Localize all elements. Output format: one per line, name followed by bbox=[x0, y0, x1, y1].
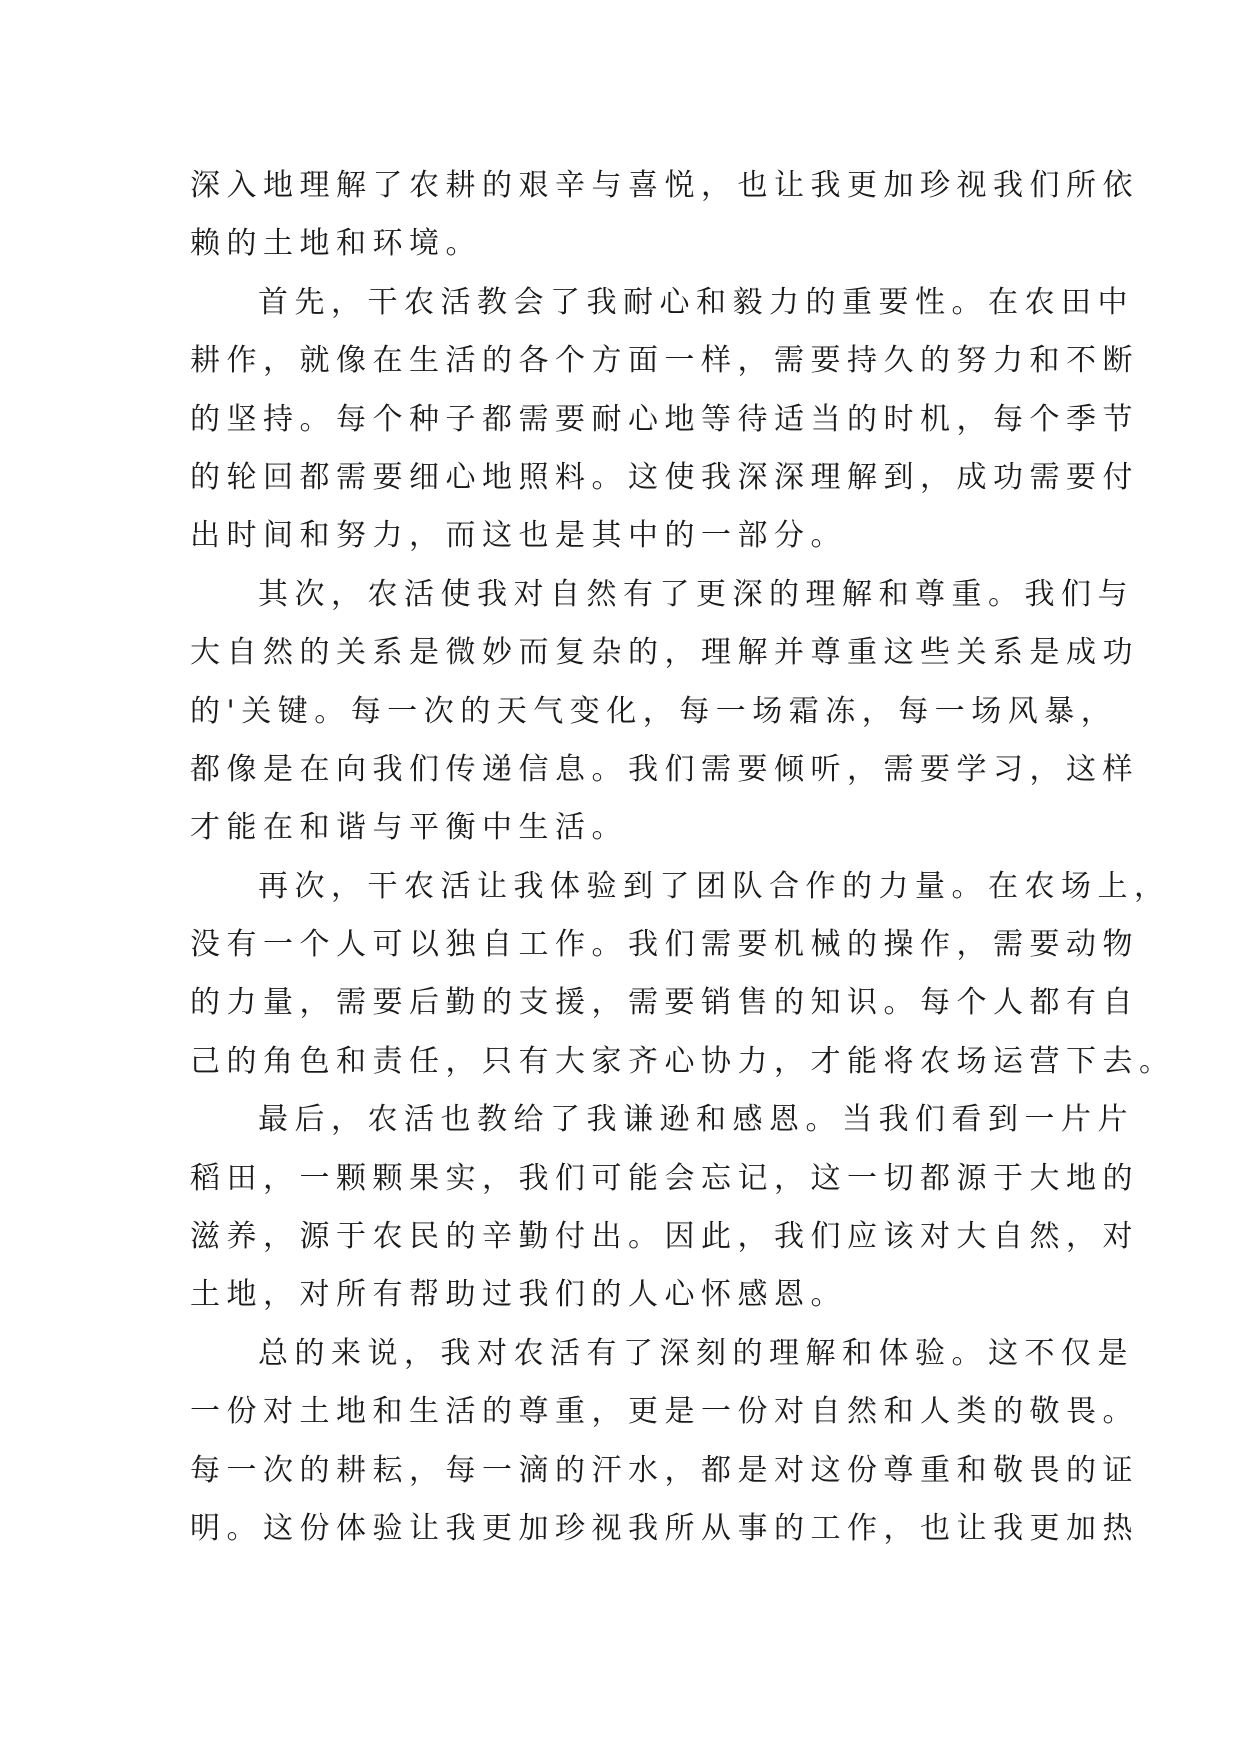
paragraph-first-line: 总的来说，我对农活有了深刻的理解和体验。这不仅是 bbox=[258, 1335, 1134, 1371]
text-line: 的轮回都需要细心地照料。这使我深深理解到，成功需要付 bbox=[190, 459, 1139, 495]
text-line: 土地，对所有帮助过我们的人心怀感恩。 bbox=[190, 1277, 847, 1313]
text-line: 耕作，就像在生活的各个方面一样，需要持久的努力和不断 bbox=[190, 343, 1139, 379]
text-line: 赖的土地和环境。 bbox=[190, 226, 482, 262]
text-line: 稻田，一颗颗果实，我们可能会忘记，这一切都源于大地的 bbox=[190, 1160, 1139, 1196]
text-line: 没有一个人可以独自工作。我们需要机械的操作，需要动物 bbox=[190, 927, 1139, 963]
paragraph-first-line: 其次，农活使我对自然有了更深的理解和尊重。我们与 bbox=[258, 576, 1134, 612]
text-line: 的力量，需要后勤的支援，需要销售的知识。每个人都有自 bbox=[190, 985, 1139, 1021]
text-line: 大自然的关系是微妙而复杂的，理解并尊重这些关系是成功 bbox=[190, 635, 1139, 671]
text-line: 明。这份体验让我更加珍视我所从事的工作，也让我更加热 bbox=[190, 1510, 1139, 1546]
paragraph-first-line: 最后，农活也教给了我谦逊和感恩。当我们看到一片片 bbox=[258, 1102, 1134, 1138]
text-line: 的'关键。每一次的天气变化，每一场霜冻，每一场风暴， bbox=[190, 693, 1118, 729]
text-line: 的坚持。每个种子都需要耐心地等待适当的时机，每个季节 bbox=[190, 401, 1139, 437]
text-line: 每一次的耕耘，每一滴的汗水，都是对这份尊重和敬畏的证 bbox=[190, 1452, 1139, 1488]
text-line: 一份对土地和生活的尊重，更是一份对自然和人类的敬畏。 bbox=[190, 1394, 1139, 1430]
text-line: 己的角色和责任，只有大家齐心协力，才能将农场运营下去。 bbox=[190, 1043, 1176, 1079]
paragraph-first-line: 再次，干农活让我体验到了团队合作的力量。在农场上， bbox=[258, 868, 1171, 904]
text-line: 都像是在向我们传递信息。我们需要倾听，需要学习，这样 bbox=[190, 751, 1139, 787]
body-text bbox=[190, 157, 1176, 1558]
text-line: 深入地理解了农耕的艰辛与喜悦，也让我更加珍视我们所依 bbox=[190, 168, 1139, 203]
text-line: 才能在和谐与平衡中生活。 bbox=[190, 810, 628, 846]
text-line: 出时间和努力，而这也是其中的一部分。 bbox=[190, 518, 847, 554]
text-line: 滋养，源于农民的辛勤付出。因此，我们应该对大自然，对 bbox=[190, 1219, 1139, 1255]
paragraph-first-line: 首先，干农活教会了我耐心和毅力的重要性。在农田中 bbox=[258, 284, 1134, 320]
